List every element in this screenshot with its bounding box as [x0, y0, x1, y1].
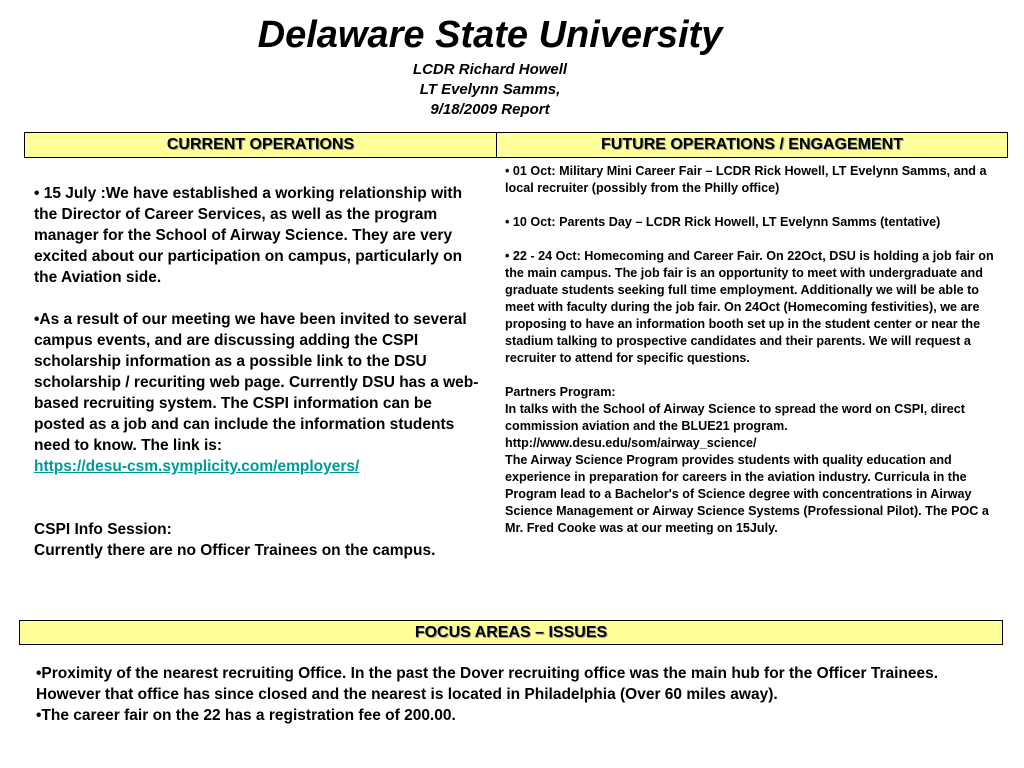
subtitle-line-2: LT Evelynn Samms, [419, 81, 561, 98]
current-ops-paragraph-2 [34, 309, 484, 477]
future-item-2: • 10 Oct: Parents Day – LCDR Rick Howell, LT Evelynn Samms (tentative) [505, 215, 941, 229]
current-operations-content [34, 183, 484, 582]
info-session-text: Currently there are no Officer Trainees on the campus. [34, 542, 436, 559]
focus-item-2: •The career fair on the 22 has a registration fee of 200.00. [36, 707, 456, 724]
partners-text-1: In talks with the School of Airway Science to spread the word on CSPI, direct commission aviation and the BLUE21 program. [505, 402, 965, 433]
future-item-3: • 22 - 24 Oct: Homecoming and Career Fair. On 22Oct, DSU is holding a job fair on the main campus. The job fair is an opportunity to meet with undergraduate and graduate students seeking full time employment. Additionally we will be able to meet with faculty during the job fair. On 24Oct (Homecoming festivities), we are proposing to have an information booth set up in the student center or near the stadium talking to prospective candidates and their parents. We will request a recruiter to attend for specific questions. [505, 249, 994, 365]
current-operations-header: CURRENT OPERATIONS [25, 133, 497, 157]
future-item-1: • 01 Oct: Military Mini Career Fair – LCDR Rick Howell, LT Evelynn Samms, and a local recruiter (possibly from the Philly office) [505, 164, 987, 195]
current-ops-paragraph-1: • 15 July :We have established a working relationship with the Director of Career Services, as well as the program manager for the School of Airway Science. They are very excited about our participation on campus, particularly on the Aviation side. [34, 185, 463, 286]
subtitle-line-3: 9/18/2009 Report [430, 101, 550, 118]
future-operations-content [505, 163, 995, 554]
info-session-title: CSPI Info Session: [34, 521, 172, 538]
report-title: Delaware State University [257, 14, 723, 56]
future-operations-header: FUTURE OPERATIONS / ENGAGEMENT [601, 136, 903, 153]
subtitle-line-1: LCDR Richard Howell [412, 61, 568, 78]
focus-areas-header: FOCUS AREAS – ISSUES [19, 620, 1003, 645]
partners-text-2: The Airway Science Program provides students with quality education and experience in preparation for careers in the aviation industry. Curricula in the Program lead to a Bachelor's of Science degree with concentrations in Airway Science Management or Airway Science Systems (Professional Pilot). The POC a Mr. Fred Cooke was at our meeting on 15July. [505, 453, 989, 535]
focus-item-1: •Proximity of the nearest recruiting Office. In the past the Dover recruiting office was the main hub for the Officer Trainees. However that office has since closed and the nearest is located in Philadelphia (Over 60 miles away). [36, 665, 939, 703]
partners-url: http://www.desu.edu/som/airway_science/ [505, 436, 757, 450]
focus-areas-content [36, 663, 986, 726]
symplicity-link[interactable]: https://desu-csm.symplicity.com/employers/ [34, 458, 360, 475]
operations-header-bar [24, 132, 1008, 158]
info-session [34, 519, 484, 561]
current-ops-paragraph-2-text: •As a result of our meeting we have been invited to several campus events, and are discussing adding the CSPI scholarship information as a possible link to the DSU scholarship / recuriting web page. Currently DSU has a web-based recruiting system. The CSPI information can be posted as a job and can include the information students need to know. The link is: [34, 311, 479, 454]
partners-program [505, 384, 995, 537]
partners-title: Partners Program: [505, 385, 616, 399]
